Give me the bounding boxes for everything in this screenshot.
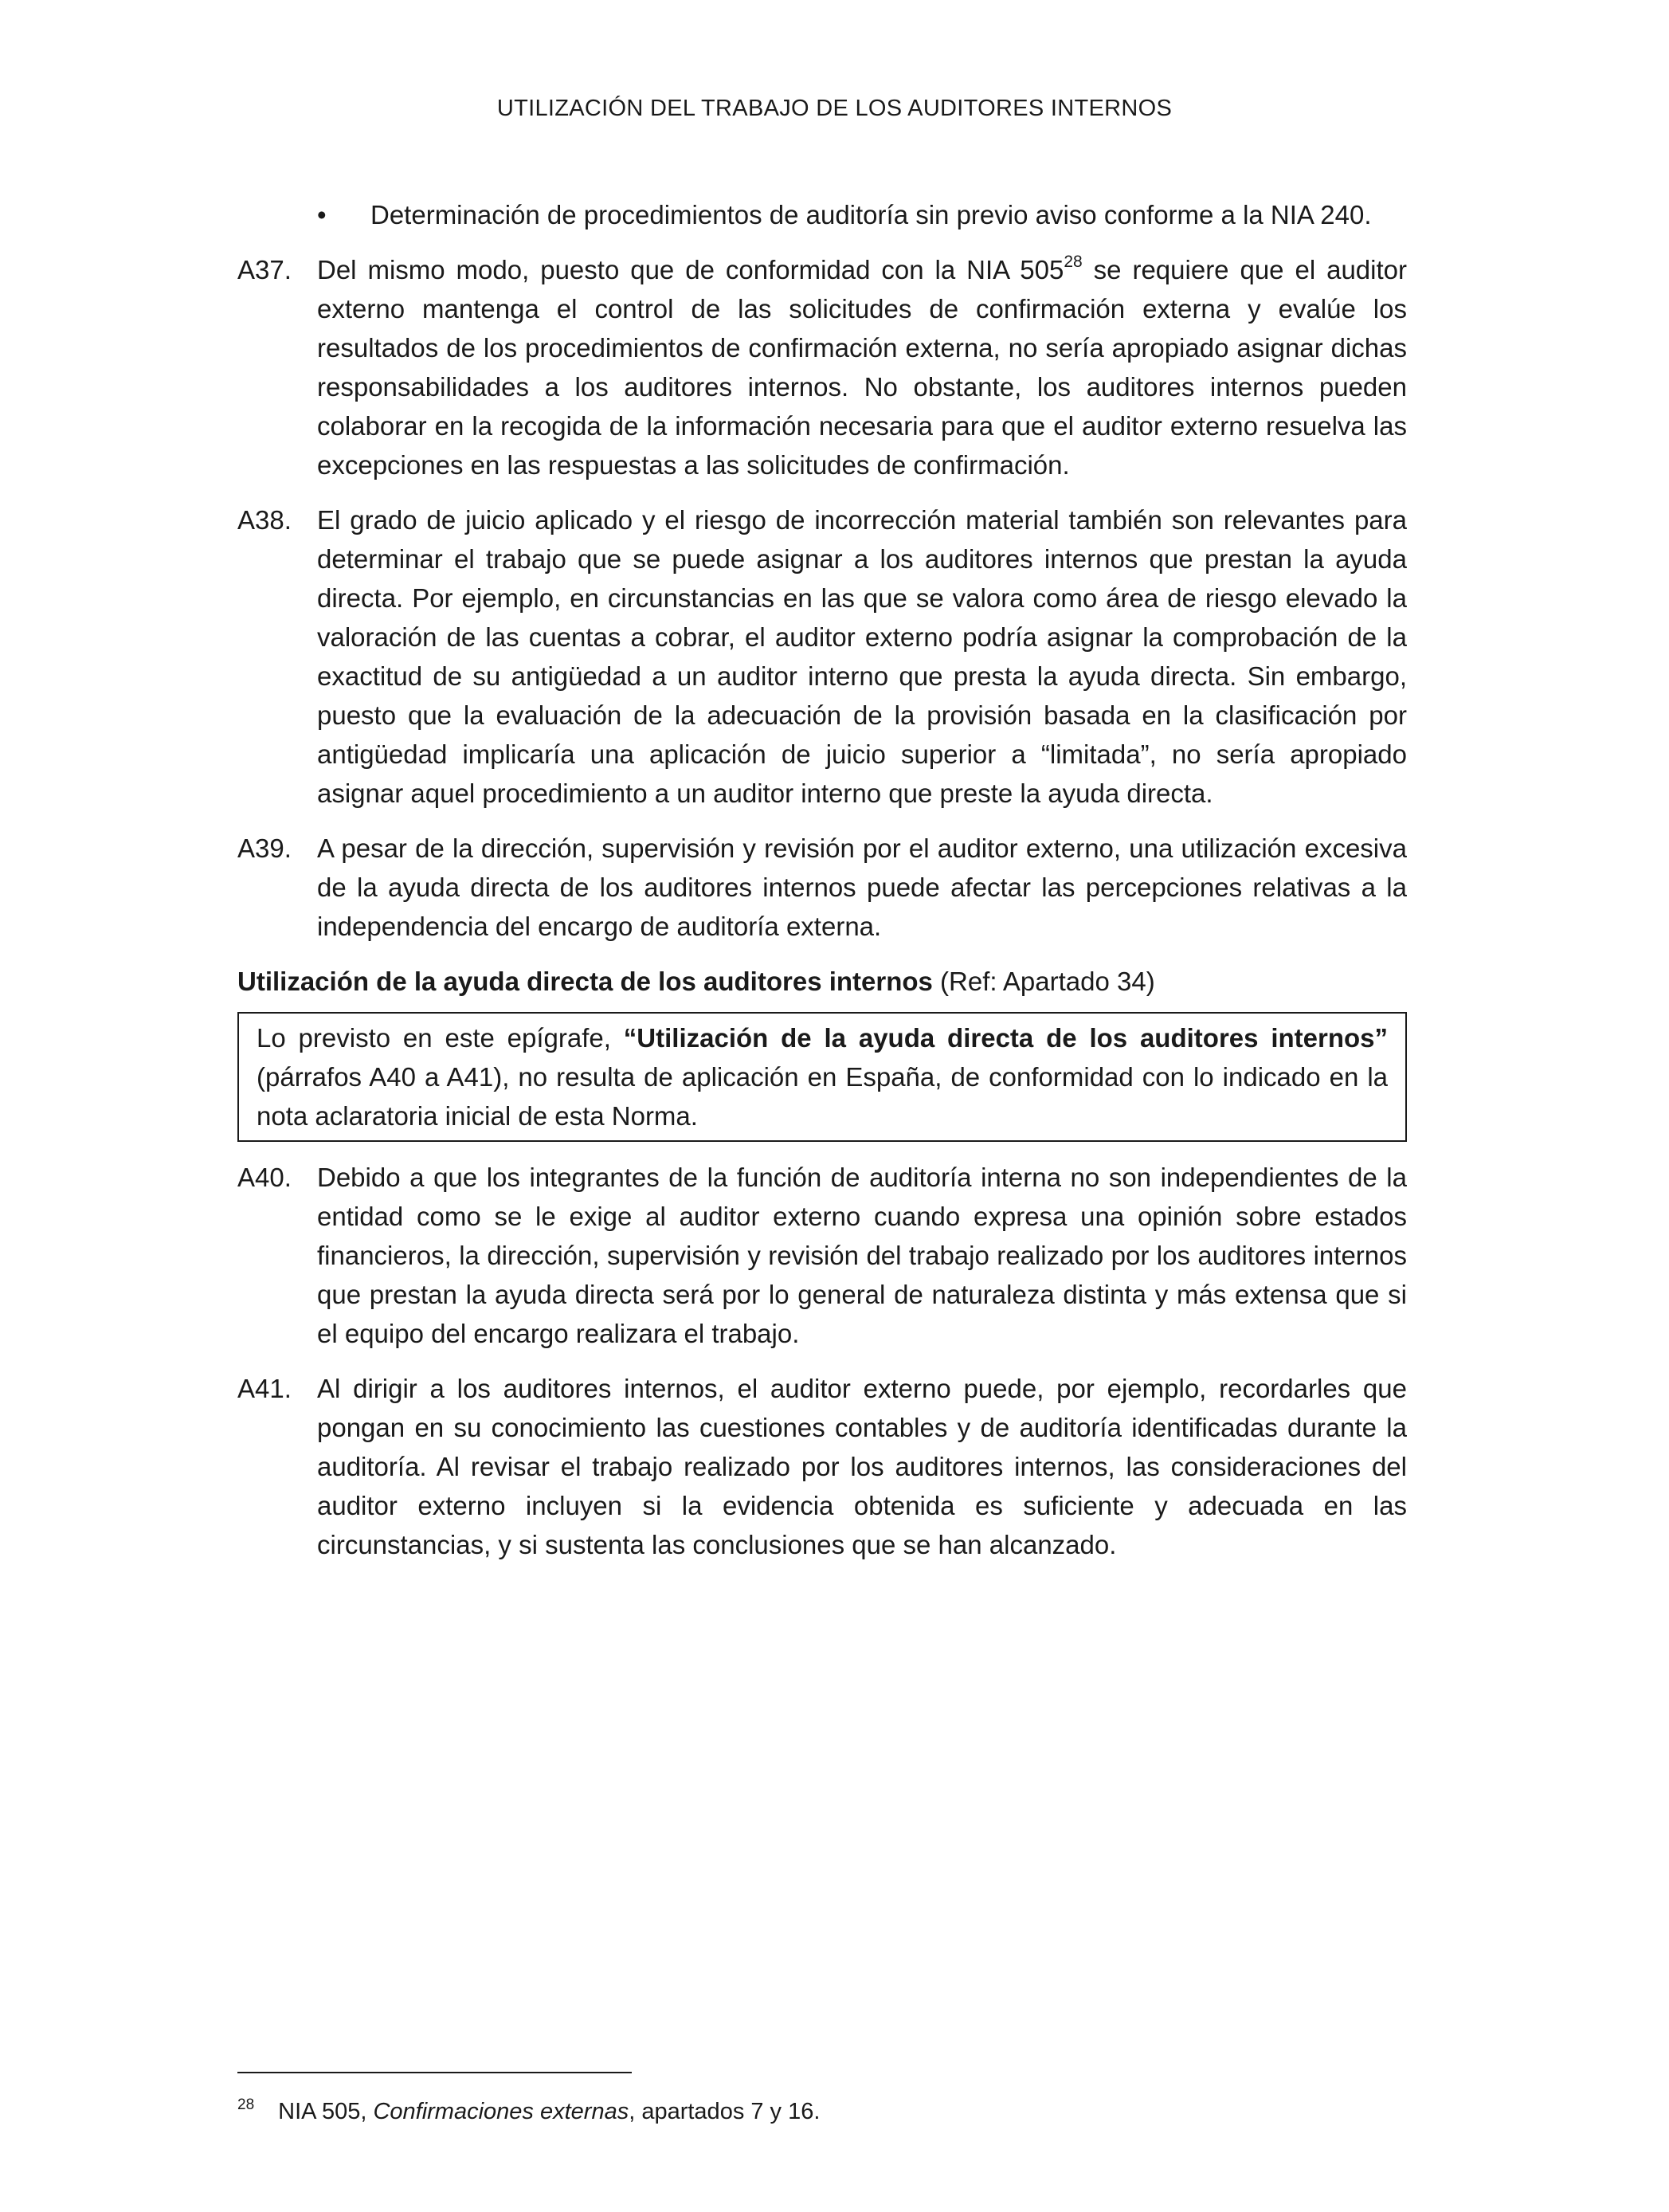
- section-heading: [237, 962, 1407, 1001]
- paragraph-a37: [237, 250, 1407, 484]
- paragraph-text-start: Del mismo modo, puesto que de conformidad con la NIA 505: [317, 255, 1064, 284]
- bullet-item: [317, 195, 1407, 234]
- paragraph-number: A40.: [237, 1163, 292, 1192]
- note-text-end: (párrafos A40 a A41), no resulta de aplicación en España, de conformidad con lo indicado en la nota aclaratoria inicial de esta Norma.: [257, 1062, 1388, 1131]
- paragraph-number: A39.: [237, 833, 292, 863]
- footnote-text-end: , apartados 7 y 16.: [629, 2099, 821, 2124]
- footnote-title: Confirmaciones externas: [373, 2099, 629, 2124]
- paragraph-text: El grado de juicio aplicado y el riesgo de incorrección material también son relevantes para determinar el trabajo que se puede asignar a los auditores internos que prestan la ayuda directa. Por ejemplo, en circunstancias en las que se valora como área de riesgo elevado la valoración de las cuentas a cobrar, el auditor externo podría asignar la comprobación de la exactitud de su antigüedad a un auditor interno que presta la ayuda directa. Sin embargo, puesto que la evaluación de la adecuación de la provisión basada en la clasificación por antigüedad implicaría una aplicación de juicio superior a “limitada”, no sería apropiado asignar aquel procedimiento a un auditor interno que preste la ayuda directa.: [317, 505, 1407, 808]
- footnote-reference[interactable]: 28: [1064, 253, 1083, 271]
- paragraph-a40: [237, 1158, 1407, 1353]
- footnote: [237, 2096, 820, 2128]
- footnote-divider: [237, 2072, 632, 2073]
- applicability-note-box: [237, 1012, 1407, 1142]
- footnote-mark: 28: [237, 2096, 255, 2113]
- paragraph-a38: [237, 500, 1407, 813]
- paragraph-number: A41.: [237, 1374, 292, 1403]
- bullet-icon: •: [317, 200, 327, 229]
- paragraph-number: A37.: [237, 255, 292, 284]
- section-heading-title: Utilización de la ayuda directa de los auditores internos: [237, 967, 933, 996]
- paragraph-text: Debido a que los integrantes de la función de auditoría interna no son independientes de la entidad como se le exige al auditor externo cuando expresa una opinión sobre estados financieros, la dirección, supervisión y revisión del trabajo realizado por los auditores internos que prestan la ayuda directa será por lo general de naturaleza distinta y más extensa que si el equipo del encargo realizara el trabajo.: [317, 1163, 1407, 1348]
- paragraph-a39: [237, 829, 1407, 946]
- paragraph-text: Al dirigir a los auditores internos, el auditor externo puede, por ejemplo, recordarles que pongan en su conocimiento las cuestiones contables y de auditoría identificadas durante la auditoría. Al revisar el trabajo realizado por los auditores internos, las consideraciones del auditor externo incluyen si la evidencia obtenida es suficiente y adecuada en las circunstancias, y si sustenta las conclusiones que se han alcanzado.: [317, 1374, 1407, 1559]
- bullet-text: Determinación de procedimientos de auditoría sin previo aviso conforme a la NIA 240.: [370, 200, 1372, 229]
- section-heading-ref: (Ref: Apartado 34): [932, 967, 1155, 996]
- page-body: [237, 195, 1407, 1580]
- note-text-bold: “Utilización de la ayuda directa de los auditores internos”: [623, 1023, 1389, 1053]
- paragraph-number: A38.: [237, 505, 292, 535]
- paragraph-text: [317, 250, 1407, 484]
- paragraph-text-end: se requiere que el auditor externo mantenga el control de las solicitudes de confirmación externa y evalúe los resultados de los procedimientos de confirmación externa, no sería apropiado asignar dichas responsabilidades a los auditores internos. No obstante, los auditores internos pueden colaborar en la recogida de la información necesaria para que el auditor externo resuelva las excepciones en las respuestas a las solicitudes de confirmación.: [317, 255, 1407, 480]
- paragraph-text: A pesar de la dirección, supervisión y revisión por el auditor externo, una utilización excesiva de la ayuda directa de los auditores internos puede afectar las percepciones relativas a la independencia del encargo de auditoría externa.: [317, 833, 1407, 941]
- note-text-start: Lo previsto en este epígrafe,: [257, 1023, 624, 1053]
- running-header: UTILIZACIÓN DEL TRABAJO DE LOS AUDITORES INTERNOS: [496, 96, 1173, 121]
- paragraph-a41: [237, 1369, 1407, 1564]
- footnote-text-start: NIA 505,: [278, 2099, 374, 2124]
